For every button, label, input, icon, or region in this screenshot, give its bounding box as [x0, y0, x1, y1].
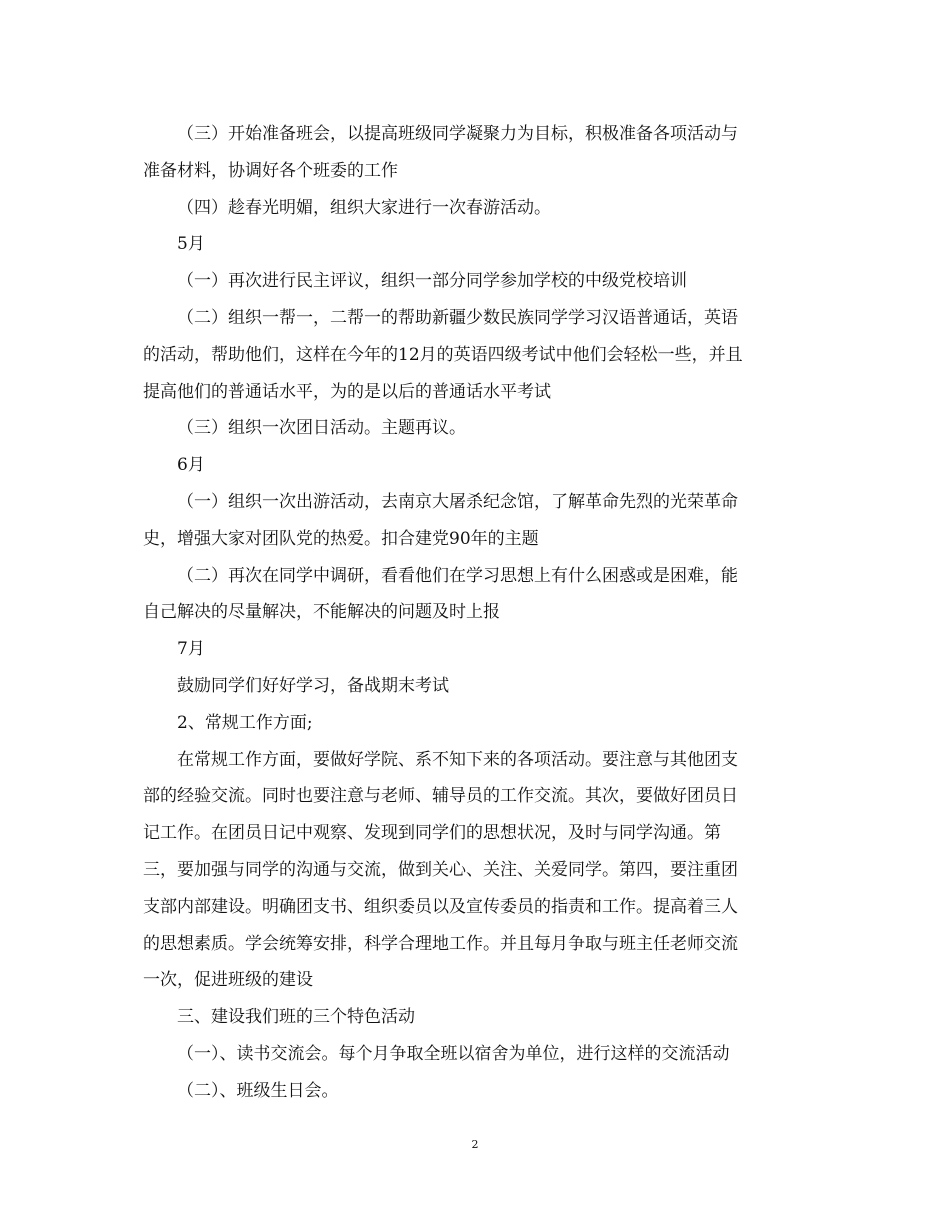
text-line: 支部内部建设。明确团支书、组织委员以及宣传委员的指责和工作。提高着三人: [143, 896, 738, 917]
text-line: 史，增强大家对团队党的热爱。扣合建党90年的主题: [143, 528, 539, 549]
text-line: 准备材料，协调好各个班委的工作: [143, 160, 398, 181]
text-line: 鼓励同学们好好学习，备战期末考试: [177, 675, 449, 696]
text-line: 自己解决的尽量解决，不能解决的问题及时上报: [143, 602, 500, 623]
text-line: 提高他们的普通话水平，为的是以后的普通话水平考试: [143, 381, 551, 402]
text-line: （一）再次进行民主评议，组织一部分同学参加学校的中级党校培训: [177, 271, 687, 292]
text-line: （二）组织一帮一，二帮一的帮助新疆少数民族同学学习汉语普通话，英语: [177, 307, 738, 328]
text-line: 的活动，帮助他们，这样在今年的12月的英语四级考试中他们会轻松一些，并且: [143, 344, 743, 365]
text-line: 三，要加强与同学的沟通与交流，做到关心、关注、关爱同学。第四，要注重团: [143, 859, 738, 880]
text-line: （二）、班级生日会。: [177, 1080, 339, 1101]
text-line: 5月: [177, 234, 205, 255]
text-line: （四）趁春光明媚，组织大家进行一次春游活动。: [177, 197, 551, 218]
text-line: 一次，促进班级的建设: [143, 970, 313, 991]
text-line: 6月: [177, 455, 205, 476]
text-line: 在常规工作方面，要做好学院、系不知下来的各项活动。要注意与其他团支: [177, 749, 738, 770]
text-line: （三）开始准备班会，以提高班级同学凝聚力为目标，积极准备各项活动与: [177, 124, 738, 144]
text-line: 2、常规工作方面;: [177, 712, 313, 733]
text-line: 三、建设我们班的三个特色活动: [177, 1007, 415, 1028]
text-line: 7月: [177, 639, 205, 660]
body-text: [143, 116, 803, 1110]
page-number: 2: [471, 1138, 479, 1151]
text-line: 部的经验交流。同时也要注意与老师、辅导员的工作交流。其次，要做好团员日: [143, 786, 738, 807]
text-line: （一）组织一次出游活动，去南京大屠杀纪念馆，了解革命先烈的光荣革命: [177, 491, 738, 512]
text-line: （三）组织一次团日活动。主题再议。: [177, 418, 466, 439]
text-line: 记工作。在团员日记中观察、发现到同学们的思想状况，及时与同学沟通。第: [143, 823, 721, 844]
text-line: （二）再次在同学中调研，看看他们在学习思想上有什么困惑或是困难，能: [177, 565, 738, 586]
text-line: （一）、读书交流会。每个月争取全班以宿舍为单位，进行这样的交流活动: [177, 1043, 730, 1064]
text-line: 的思想素质。学会统筹安排，科学合理地工作。并且每月争取与班主任老师交流: [143, 933, 738, 954]
